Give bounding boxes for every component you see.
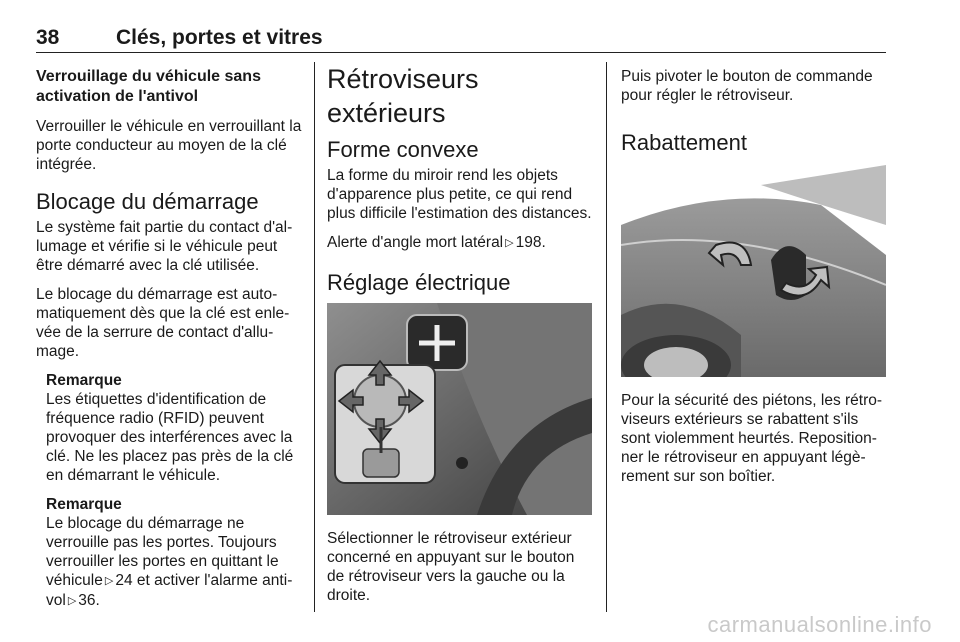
column-3: [621, 60, 887, 496]
header-rule: [36, 52, 886, 53]
column-divider: [314, 62, 315, 612]
note-rfid: [46, 371, 302, 485]
column-divider: [606, 62, 607, 612]
paragraph-convex: La forme du miroir rend les objets d'apparence plus petite, ce qui rend plus difficile l'estimation des distances.: [327, 167, 592, 222]
note-label: Remarque: [46, 496, 122, 513]
page-ref-icon: ▷: [505, 237, 514, 249]
note-text: Le blocage du démarrage ne verrouille pas les portes. Toujours verrouiller les portes en quittant le véhicule ▷ 24 et activer l'alarme antivol ▷ 36.: [46, 515, 293, 609]
column-1: [36, 60, 302, 621]
paragraph-immobiliser-2: Le blocage du démarrage est automatiquement dès que la clé est enlevée de la serrure de contact d'allumage.: [36, 286, 290, 360]
watermark: carmanualsonline.info: [707, 612, 932, 637]
column-2: [327, 60, 592, 615]
note-text: Les étiquettes d'identification de fréquence radio (RFID) peuvent provoquer des interférences avec la clé. Ne les placez pas près de la clé en démarrant le véhicule.: [46, 391, 294, 484]
heading-lock-without-alarm: Verrouillage du véhicule sans activation de l'antivol: [36, 68, 261, 105]
page-header: [36, 26, 886, 54]
page-ref-link[interactable]: 24: [115, 572, 133, 589]
paragraph-select-mirror: Sélectionner le rétroviseur extérieur concerné en appuyant sur le bouton de rétroviseur vers la gauche ou la droite.: [327, 530, 575, 604]
heading-exterior-mirrors: Rétroviseurs extérieurs: [327, 64, 479, 128]
mirror-fold-illustration: [621, 165, 886, 377]
paragraph-blind-spot: Alerte d'angle mort latéral ▷ 198.: [327, 234, 546, 251]
mirror-switch-illustration: [327, 303, 592, 515]
heading-convex: Forme convexe: [327, 137, 479, 162]
page-ref-link[interactable]: 198.: [515, 234, 546, 251]
paragraph-folding: Pour la sécurité des piétons, les rétroviseurs extérieurs se rabattent s'ils sont violemment heurtés. Repositionner le rétroviseur en appuyant légèrement sur son boîtier.: [621, 392, 883, 485]
chapter-title: Clés, portes et vitres: [116, 26, 323, 49]
page-ref-icon: ▷: [104, 575, 114, 587]
page-ref-link[interactable]: 36.: [78, 592, 100, 609]
note-label: Remarque: [46, 372, 122, 389]
page-ref-icon: ▷: [67, 595, 77, 607]
note-doors: [46, 495, 302, 611]
paragraph-pivot: Puis pivoter le bouton de commande pour régler le rétroviseur.: [621, 68, 873, 104]
heading-folding: Rabattement: [621, 130, 747, 155]
heading-electric-adjust: Réglage électrique: [327, 270, 511, 295]
page-number: 38: [36, 26, 60, 49]
paragraph-lock: Verrouiller le véhicule en verrouillant la porte conducteur au moyen de la clé intégrée.: [36, 118, 302, 173]
paragraph-immobiliser-1: Le système fait partie du contact d'allumage et vérifie si le véhicule peut être démarré avec la clé utilisée.: [36, 219, 293, 274]
heading-immobiliser: Blocage du démarrage: [36, 189, 259, 214]
